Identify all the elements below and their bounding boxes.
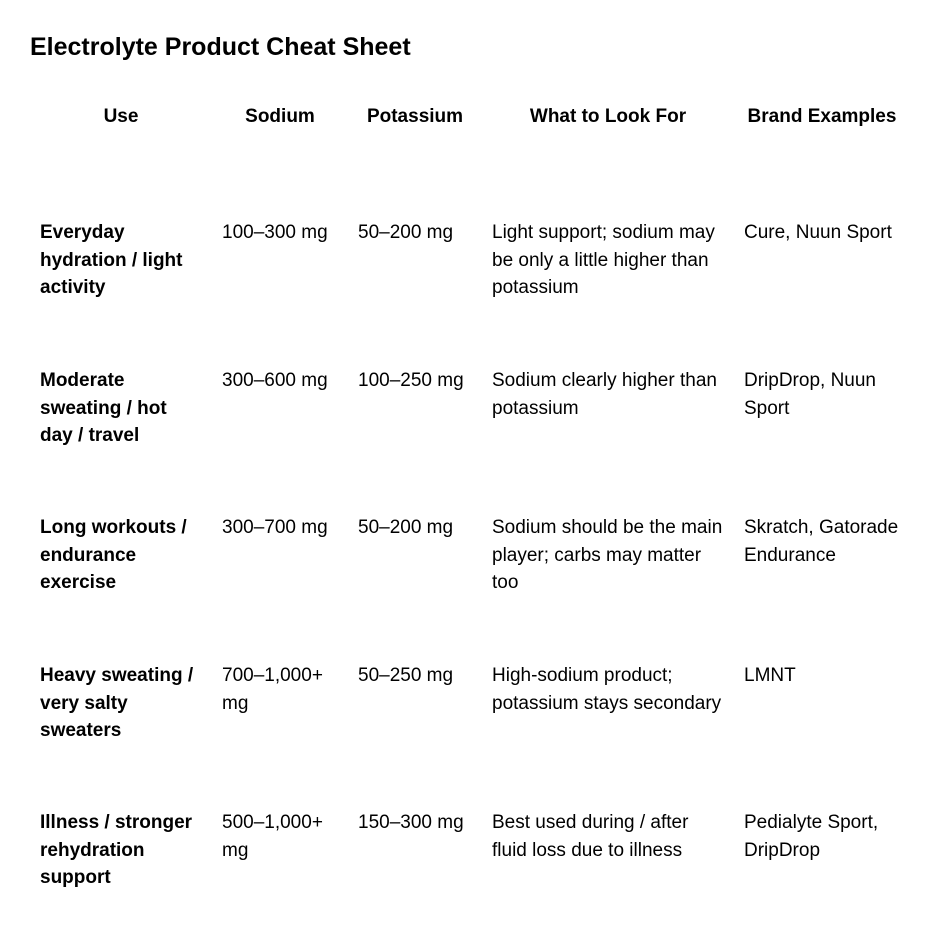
brands-cell: Pedialyte Sport, DripDrop (744, 812, 879, 861)
potassium-cell: 100–250 mg (358, 370, 464, 391)
table-row (30, 809, 910, 919)
use-cell: Illness / stronger rehydration support (40, 812, 193, 888)
page-title: Electrolyte Product Cheat Sheet (30, 33, 411, 61)
sodium-cell: 500–1,000+ mg (222, 812, 323, 861)
header-look-for: What to Look For (529, 106, 687, 127)
table-row (30, 367, 910, 514)
look-for-cell: High-sodium product; potassium stays secondary (492, 665, 722, 714)
potassium-cell: 50–250 mg (358, 665, 454, 686)
potassium-cell: 50–200 mg (358, 222, 454, 243)
look-for-cell: Sodium clearly higher than potassium (492, 370, 717, 419)
look-for-cell: Sodium should be the main player; carbs may matter too (492, 517, 723, 593)
header-brands: Brand Examples (747, 106, 897, 127)
brands-cell: DripDrop, Nuun Sport (744, 370, 876, 419)
sodium-cell: 700–1,000+ mg (222, 665, 323, 714)
use-cell: Moderate sweating / hot day / travel (40, 370, 167, 446)
sodium-cell: 300–600 mg (222, 370, 328, 391)
header-sodium: Sodium (245, 106, 315, 127)
brands-cell: Skratch, Gatorade Endurance (744, 517, 899, 566)
potassium-cell: 50–200 mg (358, 517, 454, 538)
sodium-cell: 300–700 mg (222, 517, 328, 538)
table-row (30, 662, 910, 809)
use-cell: Everyday hydration / light activity (40, 222, 183, 298)
look-for-cell: Best used during / after fluid loss due to illness (492, 812, 689, 861)
header-use: Use (103, 106, 139, 127)
header-potassium: Potassium (366, 106, 464, 127)
potassium-cell: 150–300 mg (358, 812, 464, 833)
brands-cell: LMNT (744, 665, 796, 686)
brands-cell: Cure, Nuun Sport (744, 222, 892, 243)
look-for-cell: Light support; sodium may be only a little higher than potassium (492, 222, 715, 298)
sodium-cell: 100–300 mg (222, 222, 328, 243)
table-row (30, 514, 910, 662)
use-cell: Heavy sweating / very salty sweaters (40, 665, 194, 741)
table-row (30, 199, 910, 367)
table-header-row (30, 103, 910, 199)
use-cell: Long workouts / endurance exercise (40, 517, 187, 593)
cheat-sheet-table (30, 103, 910, 919)
